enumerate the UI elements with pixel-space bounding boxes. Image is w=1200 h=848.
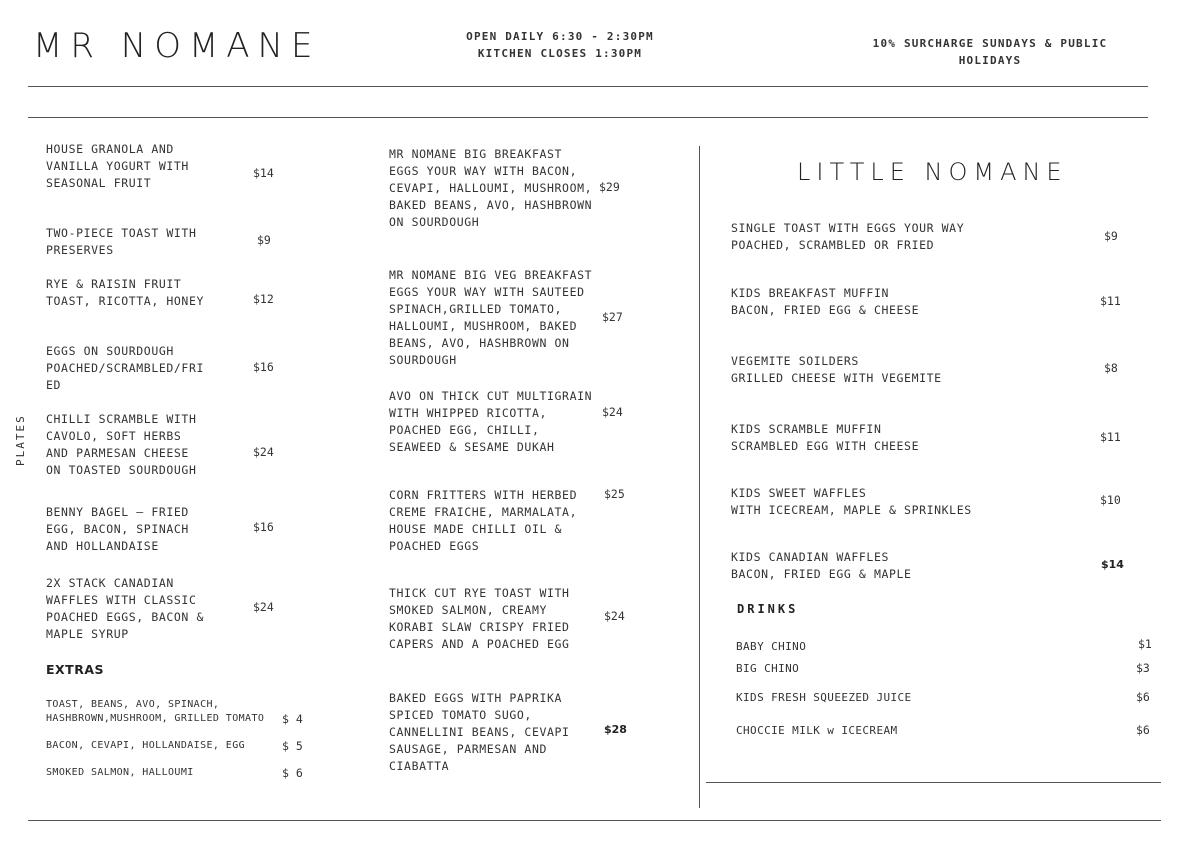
column-divider	[699, 146, 700, 808]
drink-name: BABY CHINO	[736, 640, 807, 653]
extras-item-desc: TOAST, BEANS, AVO, SPINACH, HASHBROWN,MUSHROOM, GRILLED TOMATO	[46, 699, 265, 724]
surcharge-note	[860, 35, 1120, 69]
menu-item-price: $12	[253, 292, 274, 306]
menu-item-price: $27	[602, 310, 623, 324]
header-divider-top	[28, 86, 1148, 87]
menu-item-desc: MR NOMANE BIG BREAKFAST EGGS YOUR WAY WITH BACON, CEVAPI, HALLOUMI, MUSHROOM, BAKED BEANS, AVO, HASHBROWN ON SOURDOUGH	[389, 147, 593, 229]
drink-price: $3	[1136, 661, 1150, 675]
surcharge-line-1: 10% SURCHARGE SUNDAYS & PUBLIC	[872, 37, 1108, 50]
kids-item-desc: SINGLE TOAST WITH EGGS YOUR WAY POACHED, SCRAMBLED OR FRIED	[731, 221, 965, 252]
plates-side-label: PLATES	[14, 414, 27, 466]
drink-name: KIDS FRESH SQUEEZED JUICE	[736, 691, 912, 704]
kids-item-price: $9	[1104, 229, 1118, 243]
opening-hours	[440, 28, 680, 62]
kids-item-price: $14	[1101, 558, 1124, 571]
menu-item-price: $24	[602, 405, 623, 419]
extras-item-desc: BACON, CEVAPI, HOLLANDAISE, EGG	[46, 740, 246, 751]
menu-item-desc: 2X STACK CANADIAN WAFFLES WITH CLASSIC POACHED EGGS, BACON & MAPLE SYRUP	[46, 576, 204, 641]
drinks-heading: DRINKS	[737, 602, 799, 616]
menu-item-price: $25	[604, 487, 625, 501]
menu-item-desc: CHILLI SCRAMBLE WITH CAVOLO, SOFT HERBS AND PARMESAN CHEESE ON TOASTED SOURDOUGH	[46, 412, 197, 477]
little-nomane-title: LITTLE NOMANE	[797, 158, 1068, 186]
menu-item-desc: HOUSE GRANOLA AND VANILLA YOGURT WITH SEASONAL FRUIT	[46, 142, 189, 190]
kids-item-price: $8	[1104, 361, 1118, 375]
menu-item-price: $24	[604, 609, 625, 623]
drink-name: BIG CHINO	[736, 662, 800, 675]
brand-title: MR NOMANE	[33, 26, 321, 66]
menu-item-desc: RYE & RAISIN FRUIT TOAST, RICOTTA, HONEY	[46, 277, 204, 308]
surcharge-line-2: HOLIDAYS	[958, 54, 1022, 67]
extras-heading: EXTRAS	[46, 662, 105, 677]
menu-item-desc: BENNY BAGEL – FRIED EGG, BACON, SPINACH AND HOLLANDAISE	[46, 505, 189, 553]
extras-item-price: $ 4	[282, 712, 303, 726]
menu-item-price: $9	[257, 233, 271, 247]
drink-price: $6	[1136, 723, 1150, 737]
drink-price: $1	[1138, 637, 1152, 651]
drinks-divider	[706, 782, 1161, 783]
kids-item-desc: KIDS SCRAMBLE MUFFIN SCRAMBLED EGG WITH CHEESE	[731, 422, 920, 453]
menu-item-price: $14	[253, 166, 274, 180]
menu-item-price: $16	[253, 520, 274, 534]
hours-line-1: OPEN DAILY 6:30 - 2:30PM	[466, 30, 654, 43]
kids-item-price: $11	[1100, 294, 1121, 308]
menu-item-price: $28	[604, 723, 627, 736]
kids-item-price: $10	[1100, 493, 1121, 507]
hours-line-2: KITCHEN CLOSES 1:30PM	[477, 47, 643, 60]
kids-item-desc: VEGEMITE SOILDERS GRILLED CHEESE WITH VEGEMITE	[731, 354, 942, 385]
menu-item-desc: CORN FRITTERS WITH HERBED CREME FRAICHE, MARMALATA, HOUSE MADE CHILLI OIL & POACHED EGGS	[389, 488, 578, 553]
menu-item-price: $16	[253, 360, 274, 374]
menu-item-price: $24	[253, 600, 274, 614]
extras-item-price: $ 5	[282, 739, 303, 753]
drink-price: $6	[1136, 690, 1150, 704]
footer-divider	[28, 820, 1161, 821]
extras-item-price: $ 6	[282, 766, 303, 780]
header-divider-bottom	[28, 117, 1148, 118]
drink-name: CHOCCIE MILK w ICECREAM	[736, 724, 898, 737]
extras-item-desc: SMOKED SALMON, HALLOUMI	[46, 767, 194, 778]
menu-item-desc: MR NOMANE BIG VEG BREAKFAST EGGS YOUR WAY WITH SAUTEED SPINACH,GRILLED TOMATO, HALLOUMI, MUSHROOM, BAKED BEANS, AVO, HASHBROWN ON SOURDOUGH	[389, 268, 593, 367]
menu-item-desc: EGGS ON SOURDOUGH POACHED/SCRAMBLED/FRI ED	[46, 344, 204, 392]
menu-item-desc: THICK CUT RYE TOAST WITH SMOKED SALMON, CREAMY KORABI SLAW CRISPY FRIED CAPERS AND A POACHED EGG	[389, 586, 570, 651]
kids-item-desc: KIDS BREAKFAST MUFFIN BACON, FRIED EGG & CHEESE	[731, 286, 920, 317]
menu-item-desc: AVO ON THICK CUT MULTIGRAIN WITH WHIPPED RICOTTA, POACHED EGG, CHILLI, SEAWEED & SESAME DUKAH	[389, 389, 593, 454]
kids-item-desc: KIDS CANADIAN WAFFLES BACON, FRIED EGG & MAPLE	[731, 550, 912, 581]
kids-item-price: $11	[1100, 430, 1121, 444]
menu-item-desc: BAKED EGGS WITH PAPRIKA SPICED TOMATO SUGO, CANNELLINI BEANS, CEVAPI SAUSAGE, PARMESAN AND CIABATTA	[389, 691, 570, 773]
kids-item-desc: KIDS SWEET WAFFLES WITH ICECREAM, MAPLE & SPRINKLES	[731, 486, 972, 517]
menu-item-desc: TWO-PIECE TOAST WITH PRESERVES	[46, 226, 197, 257]
menu-item-price: $29	[599, 180, 620, 194]
menu-item-price: $24	[253, 445, 274, 459]
